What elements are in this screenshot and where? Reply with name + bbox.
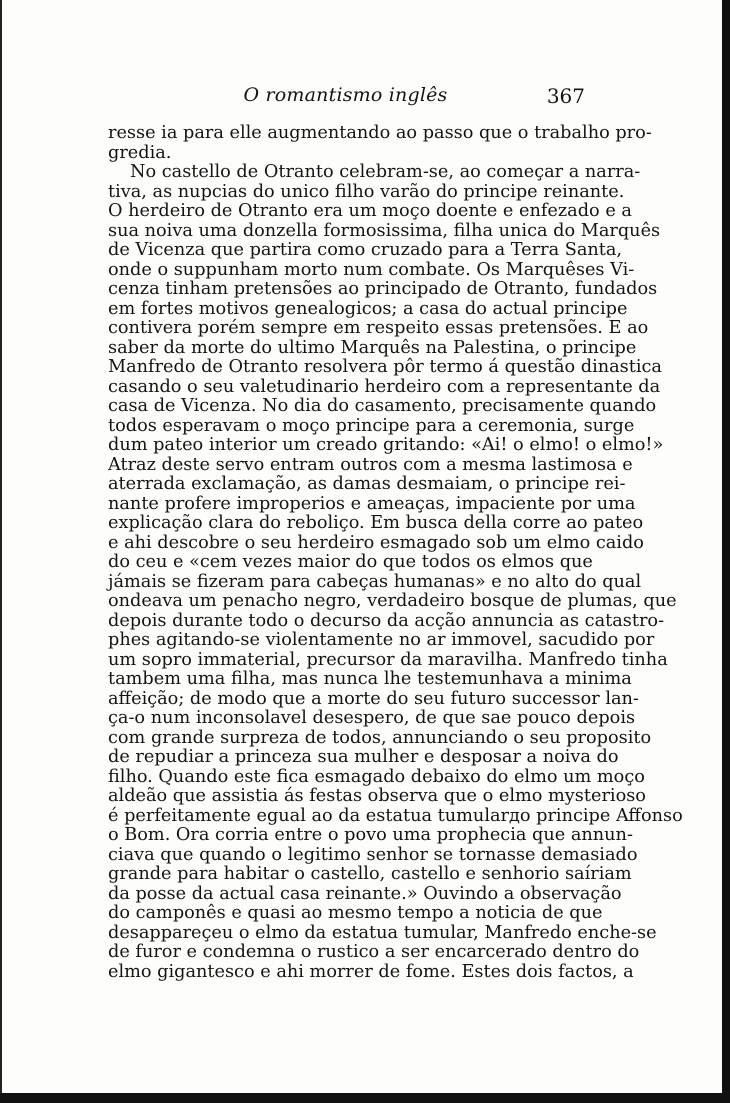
text-line: ciava que quando o legitimo senhor se tornasse demasiado: [108, 844, 638, 865]
text-line: onde o suppunham morto num combate. Os Marquêses Vi-: [108, 259, 635, 280]
text-line: do ceu e «cem vezes maior do que todos os elmos que: [108, 552, 593, 572]
text-line: explicação clara do reboliço. Em busca della corre ao pateo: [108, 513, 644, 533]
text-line: ondeava um penacho negro, verdadeiro bosque de plumas, que: [108, 591, 677, 611]
scan-edge-bottom: [0, 1093, 730, 1103]
text-line: ça-o num inconsolavel desespero, de que sae pouco depois: [108, 708, 636, 728]
text-line: um sopro immaterial, precursor da maravilha. Manfredo tinha: [108, 649, 668, 670]
body-text: [108, 123, 683, 982]
text-line: da posse da actual casa reinante.» Ouvindo a observação: [108, 883, 622, 904]
text-line: do camponês e quasi ao mesmo tempo a noticia de que: [108, 903, 603, 923]
text-line: casa de Vicenza. No dia do casamento, precisamente quando: [108, 396, 657, 416]
text-line: contivera porém sempre em respeito essas pretensões. E ao: [108, 318, 649, 338]
text-line: aterrada exclamação, as damas desmaiam, o principe rei-: [108, 474, 626, 494]
text-line: aldeão que assistia ás festas observa que o elmo mysterioso: [108, 786, 646, 806]
text-line: saber da morte do ultimo Marquês na Palestina, o principe: [108, 337, 637, 358]
text-line: com grande surpreza de todos, annunciando o seu proposito: [108, 727, 652, 748]
text-line: de Vicenza que partira como cruzado para a Terra Santa,: [108, 240, 623, 260]
text-line: resse ia para elle augmentando ao passo que o trabalho pro-: [108, 123, 652, 143]
text-line: em fortes motivos genealogicos; a casa do actual principe: [108, 298, 628, 319]
text-line: affeição; de modo que a morte do seu futuro successor lan-: [108, 688, 639, 709]
running-head: [108, 84, 583, 114]
text-line: e ahi descobre o seu herdeiro esmagado sob um elmo caido: [108, 532, 644, 553]
text-line: dum pateo interior um creado gritando: «Ai! o elmo! o elmo!»: [108, 435, 664, 455]
text-line: de furor e condemna o rustico a ser encarcerado dentro do: [108, 942, 640, 962]
text-line: elmo gigantesco e ahi morrer de fome. Estes dois factos, a: [108, 961, 634, 982]
book-page: [108, 84, 683, 982]
text-line: filho. Quando este fica esmagado debaixo do elmo um moço: [108, 766, 645, 787]
text-line: nante profere improperios e ameaças, impaciente por uma: [108, 493, 636, 514]
text-line: O herdeiro de Otranto era um moço doente e enfezado e a: [108, 201, 632, 221]
text-line: jámais se fizeram para cabeças humanas» e no alto do qual: [108, 571, 642, 592]
text-line: Atraz deste servo entram outros com a mesma lastimosa e: [108, 454, 633, 475]
text-line: cenza tinham pretensões ao principado de Otranto, fundados: [108, 279, 658, 299]
text-line: Manfredo de Otranto resolvera pôr termo á questão dinastica: [108, 357, 662, 377]
text-line: desappareçeu o elmo da estatua tumular, Manfredo enche-se: [108, 922, 657, 943]
text-line: casando o seu valetudinario herdeiro com a representante da: [108, 376, 661, 397]
text-line: o Bom. Ora corria entre o povo uma prophecia que annun-: [108, 825, 633, 845]
scan-edge-right: [722, 0, 730, 1103]
text-line: phes agitando-se violentamente no ar immovel, sacudido por: [108, 630, 655, 650]
text-line: tambem uma filha, mas nunca lhe testemunhava a minima: [108, 669, 632, 689]
text-line: gredia.: [108, 142, 172, 163]
scan-edge-left: [0, 0, 2, 1103]
text-line: todos esperavam o moço principe para a ceremonia, surge: [108, 415, 635, 436]
text-line: No castello de Otranto celebram-se, ao começar a narra-: [130, 162, 641, 182]
running-title: O romantismo inglês: [243, 84, 448, 106]
text-line: é perfeitamente egual ao da estatua tumularдо principe Affonso: [108, 805, 683, 826]
text-line: tiva, as nupcias do unico filho varão do principe reinante.: [108, 181, 625, 202]
text-line: depois durante todo o decurso da acção annuncia as catastro-: [108, 610, 665, 631]
text-line: sua noiva uma donzella formosissima, filha unica do Marquês: [108, 220, 661, 241]
text-line: de repudiar a princeza sua mulher e desposar a noiva do: [108, 747, 619, 767]
page-number: 367: [546, 84, 585, 108]
text-line: grande para habitar o castello, castello e senhorio saíriam: [108, 864, 632, 884]
